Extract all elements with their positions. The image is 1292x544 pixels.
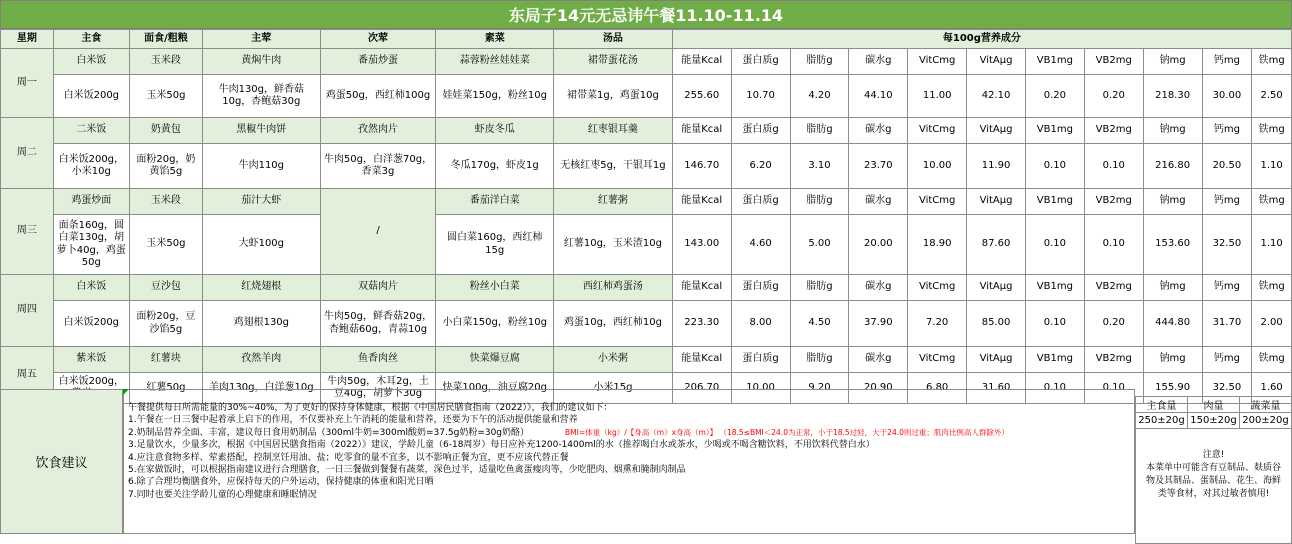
dish-name: 红枣银耳羹: [554, 118, 673, 144]
nutrient-value: 37.90: [849, 301, 908, 347]
dish-detail: 小白菜150g，粉丝10g: [436, 301, 554, 347]
portion-value-meat: 150±20g: [1188, 413, 1240, 429]
nutrient-label: VitAμg: [967, 118, 1026, 144]
nutrient-label: VitCmg: [908, 347, 967, 373]
nutrient-label: 铁mg: [1252, 275, 1292, 301]
nutrient-value: 0.20: [1084, 75, 1143, 118]
advice-label: 饮食建议: [0, 389, 123, 534]
nutrient-value: 4.50: [790, 301, 849, 347]
day-label: 周三: [1, 189, 54, 275]
nutrient-value: 0.10: [1025, 144, 1084, 189]
nutrient-value: 2.00: [1252, 301, 1292, 347]
dish-name: 豆沙包: [129, 275, 202, 301]
nutrient-label: VB1mg: [1025, 347, 1084, 373]
nutrient-value: 143.00: [672, 215, 731, 275]
dish-detail: 圆白菜160g，西红柿15g: [436, 215, 554, 275]
nutrient-label: 钙mg: [1202, 118, 1252, 144]
dish-detail: 白米饭200g，小米10g: [53, 144, 129, 189]
dish-detail: 鸡翅根130g: [202, 301, 320, 347]
header-row: [1, 30, 1292, 49]
dish-name: 奶黄包: [129, 118, 202, 144]
dish-detail: 红薯10g，玉米渣10g: [554, 215, 673, 275]
dish-name: 黄焖牛肉: [202, 49, 320, 75]
portion-value-veg: 200±20g: [1240, 413, 1292, 429]
advice-text: [123, 389, 1135, 534]
dish-detail: 白米饭200g: [53, 301, 129, 347]
menu-title: 东局子14元无忌讳午餐11.10-11.14: [0, 0, 1292, 29]
dish-name: 双菇肉片: [320, 275, 436, 301]
nutrient-value: 20.00: [849, 215, 908, 275]
nutrient-label: 钠mg: [1143, 118, 1202, 144]
dish-detail: 玉米50g: [129, 75, 202, 118]
notice-title: 注意!: [1202, 450, 1225, 460]
dish-detail: 快菜100g，油豆腐20g: [436, 373, 554, 404]
nutrient-label: VB1mg: [1025, 275, 1084, 301]
nutrient-label: 能量Kcal: [672, 275, 731, 301]
nutrient-label: 蛋白质g: [731, 189, 790, 215]
dish-name: 白米饭: [53, 275, 129, 301]
nutrient-label: 能量Kcal: [672, 347, 731, 373]
nutrient-value: 85.00: [967, 301, 1026, 347]
nutrient-value: 10.70: [731, 75, 790, 118]
nutrient-value: 11.90: [967, 144, 1026, 189]
dish-name: 紫米饭: [53, 347, 129, 373]
dish-detail: 红薯50g: [129, 373, 202, 404]
nutrient-label: 钙mg: [1202, 347, 1252, 373]
dish-detail: 面粉20g，豆沙馅5g: [129, 301, 202, 347]
portion-header-meat: 肉量: [1188, 397, 1240, 413]
dish-name: 番茄洋白菜: [436, 189, 554, 215]
dish-detail: 牛肉50g，白洋葱70g，香菜3g: [320, 144, 436, 189]
dish-detail: 裙带菜1g，鸡蛋10g: [554, 75, 673, 118]
nutrient-label: 碳水g: [849, 49, 908, 75]
dish-name: 裙带蛋花汤: [554, 49, 673, 75]
dish-name: 孜然羊肉: [202, 347, 320, 373]
dish-name: 茄汁大虾: [202, 189, 320, 215]
dish-detail: 白米饭200g，: [53, 373, 129, 404]
day-detail-row: [1, 75, 1292, 118]
day-label: 周一: [1, 49, 54, 118]
nutrient-value: 0.10: [1025, 373, 1084, 404]
dish-name: 鸡蛋炒面: [53, 189, 129, 215]
dish-name: 小米粥: [554, 347, 673, 373]
advice-line: [128, 427, 1130, 439]
comment-marker-icon: [123, 389, 129, 395]
dish-name: 白米饭: [53, 49, 129, 75]
nutrient-label: VitCmg: [908, 189, 967, 215]
nutrient-value: 206.70: [672, 373, 731, 404]
dish-name: 快菜爆豆腐: [436, 347, 554, 373]
day-detail-row: [1, 301, 1292, 347]
dish-name: 红烧翅根: [202, 275, 320, 301]
day-name-row: [1, 118, 1292, 144]
dish-name: 黑椒牛肉饼: [202, 118, 320, 144]
nutrient-value: 42.10: [967, 75, 1026, 118]
dish-name: 玉米段: [129, 49, 202, 75]
dish-detail: 白米饭200g: [53, 75, 129, 118]
dish-detail: 玉米50g: [129, 215, 202, 275]
dish-name: 孜然肉片: [320, 118, 436, 144]
nutrient-label: 能量Kcal: [672, 118, 731, 144]
nutrient-value: 0.20: [1084, 301, 1143, 347]
nutrient-label: VB2mg: [1084, 189, 1143, 215]
nutrient-value: 30.00: [1202, 75, 1252, 118]
nutrient-value: 32.50: [1202, 373, 1252, 404]
header-second-meat: 次荤: [320, 30, 436, 49]
day-detail-row: [1, 144, 1292, 189]
dish-detail: 娃娃菜150g，粉丝10g: [436, 75, 554, 118]
nutrient-label: VitAμg: [967, 347, 1026, 373]
header-main-meat: 主荤: [202, 30, 320, 49]
dish-detail: 小米15g: [554, 373, 673, 404]
dish-detail: 牛肉50g，鲜香菇20g，杏鲍菇60g，青蒜10g: [320, 301, 436, 347]
day-label: 周二: [1, 118, 54, 189]
nutrient-value: 4.60: [731, 215, 790, 275]
nutrient-value: 2.50: [1252, 75, 1292, 118]
nutrient-label: 钙mg: [1202, 189, 1252, 215]
advice-line: 1.午餐在一日三餐中起着承上启下的作用，不仅要补充上午消耗的能量和营养，还要为下午的活动提供能量和营养: [128, 415, 578, 426]
day-name-row: [1, 49, 1292, 75]
dish-detail: 羊肉130g，白洋葱10g: [202, 373, 320, 404]
header-vegetable: 素菜: [436, 30, 554, 49]
advice-line: 5.在家做饭时，可以根据指南建议进行合理膳食，一日三餐做到餐餐有蔬菜，深色过半，适量吃鱼禽蛋瘦肉等，少吃肥肉、烟熏和腌制肉制品: [128, 465, 686, 476]
nutrient-label: 脂肪g: [790, 49, 849, 75]
nutrient-label: VB2mg: [1084, 49, 1143, 75]
advice-line: 7.同时也要关注学龄儿童的心理健康和睡眠情况: [128, 489, 317, 500]
dish-detail: 无核红枣5g，干银耳1g: [554, 144, 673, 189]
nutrient-label: VitCmg: [908, 275, 967, 301]
day-label: 周四: [1, 275, 54, 347]
nutrient-label: 蛋白质g: [731, 347, 790, 373]
nutrient-value: 0.20: [1025, 75, 1084, 118]
nutrient-value: 216.80: [1143, 144, 1202, 189]
nutrient-value: 18.90: [908, 215, 967, 275]
nutrient-label: 碳水g: [849, 275, 908, 301]
nutrient-value: 3.10: [790, 144, 849, 189]
portion-header-main: 主食量: [1136, 397, 1188, 413]
header-soup: 汤品: [554, 30, 673, 49]
allergy-notice: [1135, 429, 1292, 544]
header-main: 主食: [53, 30, 129, 49]
nutrient-value: 153.60: [1143, 215, 1202, 275]
nutrient-value: 0.10: [1084, 215, 1143, 275]
header-day: 星期: [1, 30, 54, 49]
nutrient-label: 蛋白质g: [731, 49, 790, 75]
nutrient-value: 0.10: [1084, 144, 1143, 189]
dish-detail: 鸡蛋10g，西红柿10g: [554, 301, 673, 347]
nutrient-value: 31.60: [967, 373, 1026, 404]
nutrient-value: 4.20: [790, 75, 849, 118]
advice-line: 3.足量饮水，少量多次，根据《中国居民膳食指南（2022）》建议，学龄儿童（6-18周岁）每日应补充1200-1400ml的水（推荐喝白水或茶水，少喝或不喝含糖饮料，不用饮料代替白水）: [128, 440, 875, 451]
nutrient-value: 11.00: [908, 75, 967, 118]
dish-name: 二米饭: [53, 118, 129, 144]
nutrient-label: 钙mg: [1202, 275, 1252, 301]
nutrient-label: VB1mg: [1025, 49, 1084, 75]
portion-header-veg: 蔬菜量: [1240, 397, 1292, 413]
bmi-note: BMI=体重（kg）/【身高（m）x身高（m）】 （18.5≤BMI＜24.0为正常，小于18.5过轻，大于24.0则过重；肌肉比例高人群除外）: [565, 427, 1009, 437]
nutrient-value: 10.00: [908, 144, 967, 189]
day-name-row: [1, 347, 1292, 373]
nutrient-label: 蛋白质g: [731, 275, 790, 301]
nutrient-value: 6.20: [731, 144, 790, 189]
nutrient-value: 1.10: [1252, 144, 1292, 189]
dish-name: 蒜蓉粉丝娃娃菜: [436, 49, 554, 75]
advice-line: 4.应注意食物多样、荤素搭配，控制烹饪用油、盐；吃零食的量不宜多，以不影响正餐为宜，更不应该代替正餐: [128, 452, 569, 463]
nutrient-label: 能量Kcal: [672, 49, 731, 75]
nutrient-value: 255.60: [672, 75, 731, 118]
nutrient-value: 6.80: [908, 373, 967, 404]
dish-name: 玉米段: [129, 189, 202, 215]
nutrient-value: 23.70: [849, 144, 908, 189]
nutrient-label: VB1mg: [1025, 189, 1084, 215]
day-name-row: [1, 275, 1292, 301]
nutrient-label: 铁mg: [1252, 189, 1292, 215]
menu-table: [0, 29, 1292, 404]
nutrient-label: VB2mg: [1084, 347, 1143, 373]
dish-name: 番茄炒蛋: [320, 49, 436, 75]
dish-name: 粉丝小白菜: [436, 275, 554, 301]
nutrient-value: 9.20: [790, 373, 849, 404]
dish-detail: 面粉20g，奶黄馅5g: [129, 144, 202, 189]
nutrient-value: 0.10: [1084, 373, 1143, 404]
advice-line: 午餐提供每日所需能量的30%~40%，为了更好的保持身体健康，根据《中国居民膳食指南（2022）》，我们的建议如下：: [128, 403, 613, 413]
portion-value-main: 250±20g: [1136, 413, 1188, 429]
nutrient-value: 31.70: [1202, 301, 1252, 347]
nutrient-label: 能量Kcal: [672, 189, 731, 215]
notice-line: 类等食材，对其过敏者慎用!: [1157, 489, 1270, 499]
nutrient-value: 1.10: [1252, 215, 1292, 275]
nutrient-label: 蛋白质g: [731, 118, 790, 144]
notice-line: 本菜单中可能含有豆制品、麸质谷: [1145, 463, 1281, 473]
nutrient-value: 5.00: [790, 215, 849, 275]
nutrient-value: 218.30: [1143, 75, 1202, 118]
dish-detail-empty: /: [320, 189, 436, 275]
portion-table: [1135, 389, 1292, 429]
dish-name: 虾皮冬瓜: [436, 118, 554, 144]
dish-name: 鱼香肉丝: [320, 347, 436, 373]
nutrient-label: VitAμg: [967, 49, 1026, 75]
nutrient-label: 碳水g: [849, 347, 908, 373]
nutrient-value: 223.30: [672, 301, 731, 347]
nutrient-label: VitCmg: [908, 118, 967, 144]
nutrient-label: VB2mg: [1084, 118, 1143, 144]
nutrient-value: 20.90: [849, 373, 908, 404]
nutrient-label: VB2mg: [1084, 275, 1143, 301]
dish-detail: 大虾100g: [202, 215, 320, 275]
nutrient-label: 铁mg: [1252, 49, 1292, 75]
header-pastry: 面食/粗粮: [129, 30, 202, 49]
nutrient-label: 脂肪g: [790, 189, 849, 215]
nutrient-value: 146.70: [672, 144, 731, 189]
dish-detail: 牛肉130g，鲜香菇10g，杏鲍菇30g: [202, 75, 320, 118]
nutrient-label: VB1mg: [1025, 118, 1084, 144]
dish-detail: 面条160g，圆白菜130g，胡萝卜40g，鸡蛋50g: [53, 215, 129, 275]
nutrient-value: 10.00: [731, 373, 790, 404]
dish-detail: 牛肉110g: [202, 144, 320, 189]
nutrient-label: VitAμg: [967, 275, 1026, 301]
advice-line: 6.除了合理均衡膳食外，应保持每天的户外运动，保持健康的体重和阳光日晒: [128, 477, 434, 488]
nutrient-value: 87.60: [967, 215, 1026, 275]
nutrient-label: 钠mg: [1143, 49, 1202, 75]
day-name-row: [1, 189, 1292, 215]
nutrient-label: 碳水g: [849, 118, 908, 144]
nutrient-label: 钠mg: [1143, 275, 1202, 301]
nutrient-label: 铁mg: [1252, 118, 1292, 144]
nutrient-label: VitCmg: [908, 49, 967, 75]
dish-name: 红薯粥: [554, 189, 673, 215]
nutrient-label: 碳水g: [849, 189, 908, 215]
nutrient-value: 7.20: [908, 301, 967, 347]
nutrient-label: 钠mg: [1143, 189, 1202, 215]
nutrient-value: 0.10: [1025, 215, 1084, 275]
advice-line-text: 2.奶制品营养全面、丰富，建议每日食用奶制品（300ml牛奶=300ml酸奶=37.5g奶粉=30g奶酪）: [128, 427, 530, 438]
nutrient-value: 1.60: [1252, 373, 1292, 404]
dish-name: 红薯块: [129, 347, 202, 373]
dish-detail: 牛肉50g，木耳2g，土豆40g，胡萝卜30g: [320, 373, 436, 404]
nutrient-value: 155.90: [1143, 373, 1202, 404]
advice-section: [0, 389, 1292, 537]
nutrient-value: 0.10: [1025, 301, 1084, 347]
day-label: 周五: [1, 347, 54, 404]
nutrient-label: 脂肪g: [790, 347, 849, 373]
dish-detail: 鸡蛋50g，西红柿100g: [320, 75, 436, 118]
portion-box: [1135, 389, 1292, 534]
nutrient-label: 脂肪g: [790, 118, 849, 144]
nutrient-label: 铁mg: [1252, 347, 1292, 373]
nutrient-value: 32.50: [1202, 215, 1252, 275]
nutrient-value: 8.00: [731, 301, 790, 347]
day-detail-row: [1, 215, 1292, 275]
notice-line: 物及其制品、蛋制品、花生、海鲜: [1145, 476, 1281, 486]
nutrient-value: 20.50: [1202, 144, 1252, 189]
nutrient-value: 44.10: [849, 75, 908, 118]
nutrient-label: 钠mg: [1143, 347, 1202, 373]
header-nutrition: 每100g营养成分: [672, 30, 1291, 49]
dish-detail: 冬瓜170g，虾皮1g: [436, 144, 554, 189]
nutrient-value: 444.80: [1143, 301, 1202, 347]
nutrient-label: 脂肪g: [790, 275, 849, 301]
nutrient-label: 钙mg: [1202, 49, 1252, 75]
nutrient-label: VitAμg: [967, 189, 1026, 215]
dish-name: 西红柿鸡蛋汤: [554, 275, 673, 301]
